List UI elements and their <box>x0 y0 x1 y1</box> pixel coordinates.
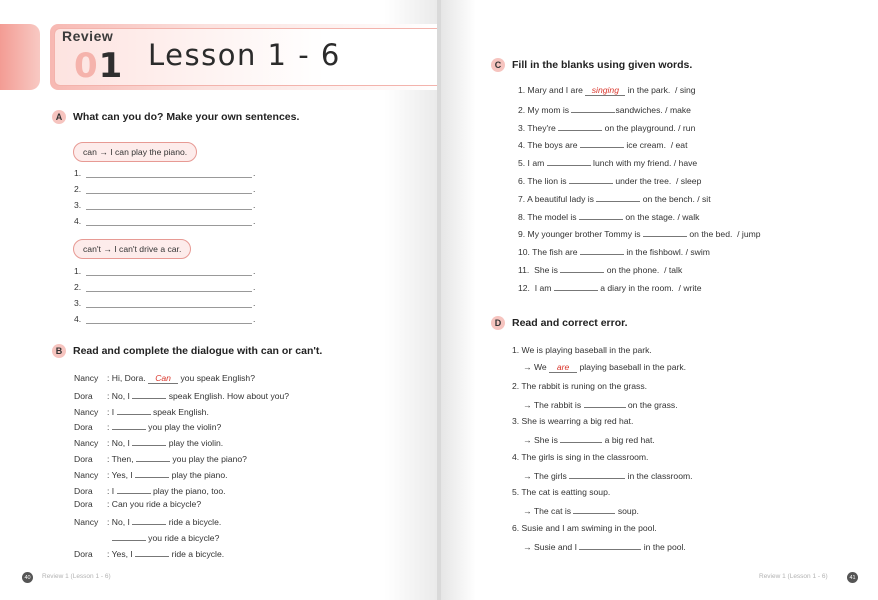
dialogue-line <box>74 547 224 559</box>
dialogue-line <box>74 484 226 496</box>
page-number: 41 <box>847 572 858 583</box>
write-line-input[interactable] <box>86 200 252 210</box>
blank-input[interactable] <box>112 420 146 430</box>
item-text: → The cat is <box>523 506 574 516</box>
item-text: 1. Mary and I are <box>518 85 586 95</box>
blank-input[interactable] <box>560 433 602 443</box>
line-number: 4. <box>74 314 82 324</box>
item-text: 6. The lion is <box>518 176 569 186</box>
speaker-name: Dora <box>74 390 93 401</box>
exercise-item <box>518 121 695 133</box>
correction-line <box>523 433 655 445</box>
page-number: 40 <box>22 572 33 583</box>
question-line: 1. We is playing baseball in the park. <box>512 345 652 355</box>
exercise-item <box>518 210 699 222</box>
section-title: What can you do? Make your own sentences. <box>73 111 300 123</box>
line-number: 3. <box>74 298 82 308</box>
line-number: 1. <box>74 266 82 276</box>
blank-input[interactable] <box>112 531 146 541</box>
dialogue-text: ride a bicycle. <box>169 548 225 559</box>
speaker-name: Nancy <box>74 438 99 449</box>
correction-line <box>523 540 686 552</box>
example-pill-can: can → I can play the piano. <box>73 142 197 162</box>
dialogue-text: you play the piano? <box>169 454 247 464</box>
dialogue-line <box>74 515 221 527</box>
dialogue-line <box>74 405 209 417</box>
item-text: → Susie and I <box>523 541 580 552</box>
correction-line <box>523 398 678 410</box>
question-line: 6. Susie and I am swiming in the pool. <box>512 522 657 533</box>
write-line-input[interactable] <box>86 168 252 178</box>
header-tab <box>0 24 40 90</box>
item-text: 7. A beautiful lady is <box>518 193 597 204</box>
item-text: on the grass. <box>625 399 678 410</box>
section-c-heading <box>491 58 692 72</box>
blank-input[interactable] <box>643 227 687 237</box>
blank-input[interactable] <box>596 192 640 202</box>
item-text: → The rabbit is <box>523 399 584 410</box>
line-number: 2. <box>74 282 82 292</box>
speaker-name: Nancy <box>74 406 99 417</box>
speaker-name: Nancy <box>74 373 99 383</box>
item-text: 8. The model is <box>518 211 579 222</box>
answer-line <box>74 314 255 324</box>
line-number: 4. <box>74 216 82 226</box>
dialogue-text: play the piano, too. <box>150 485 226 496</box>
item-text: 9. My younger brother Tommy is <box>518 229 643 240</box>
item-text: playing baseball in the park. <box>577 362 687 372</box>
answer-line <box>74 282 255 292</box>
line-number: 3. <box>74 200 82 210</box>
dialogue-line <box>74 531 219 543</box>
blank-input[interactable] <box>132 515 166 525</box>
line-end: . <box>253 282 256 292</box>
exercise-item <box>518 174 701 186</box>
write-line-input[interactable] <box>86 216 252 226</box>
section-d-heading <box>491 316 628 330</box>
dialogue-text: you ride a bicycle? <box>145 533 220 543</box>
item-text: 3. They're <box>518 122 559 133</box>
blank-input[interactable] <box>569 174 613 184</box>
blank-input[interactable] <box>579 210 623 220</box>
line-end: . <box>253 314 256 324</box>
item-text: in the park. / sing <box>625 85 696 95</box>
speaker-name: Dora <box>74 485 93 496</box>
left-page <box>0 0 437 600</box>
exercise-item <box>518 263 682 275</box>
exercise-item <box>518 85 696 96</box>
exercise-item <box>518 138 687 150</box>
item-text: sandwiches. / make <box>615 104 691 115</box>
dialogue-text: play the piano. <box>169 469 228 480</box>
section-title: Read and complete the dialogue with can or can't. <box>73 345 323 357</box>
right-page <box>441 0 878 600</box>
exercise-item <box>518 192 711 204</box>
dialogue-text: : No, I <box>107 390 133 401</box>
blank-input[interactable] <box>580 138 624 148</box>
line-number: 2. <box>74 184 82 194</box>
dialogue-line <box>74 499 201 509</box>
write-line-input[interactable] <box>86 282 252 292</box>
item-text: → We <box>523 362 550 372</box>
section-b-heading <box>52 344 322 358</box>
blank-input[interactable] <box>579 540 641 550</box>
blank-input[interactable] <box>136 452 170 462</box>
dialogue-line <box>74 420 221 432</box>
dialogue-line <box>74 389 289 401</box>
blank-input[interactable] <box>117 405 151 415</box>
item-text: in the pool. <box>641 541 686 552</box>
item-text: → She is <box>523 435 561 445</box>
answer-line <box>74 168 255 178</box>
item-text: ice cream. / eat <box>623 140 688 151</box>
answer-line <box>74 298 255 308</box>
footer-text: Review 1 (Lesson 1 - 6) <box>759 573 828 580</box>
item-text: on the bench. / sit <box>640 193 711 204</box>
page-title: Lesson 1 - 6 <box>148 38 341 72</box>
question-line: 2. The rabbit is runing on the grass. <box>512 380 648 391</box>
section-badge: B <box>52 344 66 358</box>
line-end: . <box>253 216 256 226</box>
dialogue-text: : No, I <box>107 517 133 528</box>
example-pill-cant: can't → I can't drive a car. <box>73 239 191 259</box>
dialogue-line <box>74 436 223 448</box>
blank-input[interactable] <box>580 245 624 255</box>
blank-input[interactable] <box>135 547 169 557</box>
line-number: 1. <box>74 168 82 178</box>
blank-input[interactable] <box>558 121 602 131</box>
blank-input[interactable] <box>573 504 615 514</box>
dialogue-text: : Yes, I <box>107 469 136 480</box>
speaker-name: Dora <box>74 548 93 559</box>
exercise-item <box>518 227 761 239</box>
item-text: in the fishbowl. / swim <box>623 247 710 258</box>
answer-line <box>74 266 255 276</box>
blank-input[interactable] <box>117 484 151 494</box>
blank-input[interactable] <box>560 263 604 273</box>
answer-example: singing <box>585 85 625 96</box>
speaker-name: Nancy <box>74 517 99 528</box>
item-text: 5. I am <box>518 158 547 169</box>
dialogue-text: play the violin. <box>166 438 224 449</box>
blank-input[interactable] <box>132 436 166 446</box>
blank-input[interactable] <box>569 469 625 479</box>
review-number: 01 <box>74 46 124 86</box>
correction-line <box>523 469 693 481</box>
speaker-name: Nancy <box>74 469 99 480</box>
write-line-input[interactable] <box>86 184 252 194</box>
question-line: 3. She is wearring a big red hat. <box>512 416 634 426</box>
correction-line <box>523 504 639 516</box>
item-text: 11. She is <box>518 265 561 275</box>
dialogue-text: : No, I <box>107 438 133 449</box>
exercise-item <box>518 156 697 168</box>
item-text: a big red hat. <box>602 435 655 445</box>
dialogue-line <box>74 468 228 480</box>
dialogue-text: speak English. How about you? <box>166 390 290 401</box>
section-badge: A <box>52 110 66 124</box>
blank-input[interactable] <box>554 281 598 291</box>
speaker-name: Dora <box>74 422 93 433</box>
dialogue-text: you play the violin? <box>145 422 222 433</box>
exercise-item <box>518 281 701 293</box>
exercise-item <box>518 103 691 115</box>
line-end: . <box>253 184 256 194</box>
section-title: Fill in the blanks using given words. <box>512 59 693 71</box>
line-end: . <box>253 298 256 308</box>
dialogue-text: : I <box>107 485 117 496</box>
write-line-input[interactable] <box>86 266 252 276</box>
speaker-name: Dora <box>74 454 93 464</box>
answer-example: Can <box>148 373 178 384</box>
item-text: a diary in the room. / write <box>597 282 702 293</box>
dialogue-text: : Can you ride a bicycle? <box>107 499 202 510</box>
dialogue-text: you speak English? <box>178 373 255 383</box>
answer-line <box>74 216 255 226</box>
item-text: in the classroom. <box>625 470 693 481</box>
item-text: on the playground. / run <box>602 122 696 133</box>
section-badge: C <box>491 58 505 72</box>
item-text: on the phone. / talk <box>604 265 683 275</box>
exercise-item <box>518 245 710 257</box>
answer-line <box>74 200 255 210</box>
dialogue-text: : <box>107 422 112 433</box>
blank-input[interactable] <box>584 398 626 408</box>
section-a-heading <box>52 110 299 124</box>
blank-input[interactable] <box>571 103 615 113</box>
dialogue-text: : Hi, Dora. <box>107 373 149 383</box>
blank-input[interactable] <box>132 389 166 399</box>
item-text: 12. I am <box>518 282 554 293</box>
item-text: 10. The fish are <box>518 247 580 258</box>
dialogue-line <box>74 373 255 384</box>
dialogue-text: : Yes, I <box>107 548 136 559</box>
item-text: → The girls <box>523 470 570 481</box>
footer-text: Review 1 (Lesson 1 - 6) <box>42 573 111 580</box>
item-text: 2. My mom is <box>518 104 572 115</box>
dialogue-text: ride a bicycle. <box>166 517 222 528</box>
item-text: on the bed. / jump <box>686 229 761 240</box>
answer-line <box>74 184 255 194</box>
dialogue-text: speak English. <box>150 406 209 417</box>
dialogue-line <box>74 452 247 464</box>
dialogue-text: : I <box>107 406 117 417</box>
question-line: 4. The girls is sing in the classroom. <box>512 451 649 462</box>
question-line: 5. The cat is eatting soup. <box>512 487 611 497</box>
item-text: on the stage. / walk <box>622 211 700 222</box>
answer-example: are <box>549 362 577 373</box>
section-title: Read and correct error. <box>512 317 628 329</box>
line-end: . <box>253 200 256 210</box>
review-label: Review <box>62 28 114 44</box>
speaker-name: Dora <box>74 499 93 510</box>
section-badge: D <box>491 316 505 330</box>
item-text: 4. The boys are <box>518 140 580 151</box>
item-text: under the tree. / sleep <box>612 176 702 186</box>
blank-input[interactable] <box>547 156 591 166</box>
write-line-input[interactable] <box>86 298 252 308</box>
dialogue-text: : Then, <box>107 454 136 464</box>
item-text: soup. <box>615 506 639 516</box>
line-end: . <box>253 168 256 178</box>
line-end: . <box>253 266 256 276</box>
write-line-input[interactable] <box>86 314 252 324</box>
blank-input[interactable] <box>135 468 169 478</box>
correction-line <box>523 362 686 373</box>
item-text: lunch with my friend. / have <box>590 158 698 169</box>
